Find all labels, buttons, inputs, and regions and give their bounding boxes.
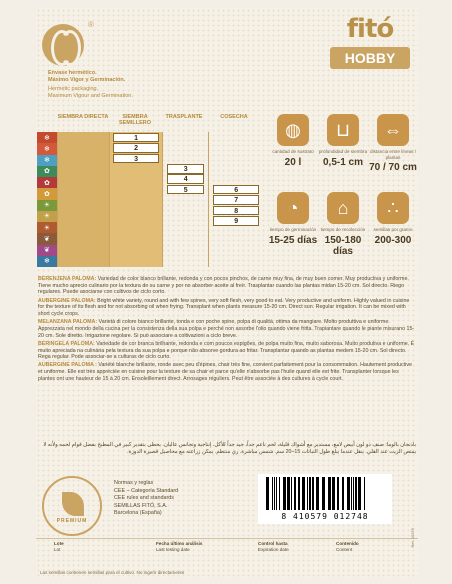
lot-field: Lote Lot: [54, 541, 64, 552]
cultivation-value: 70 / 70 cm: [369, 162, 417, 173]
calendar-cell: 1: [113, 133, 159, 143]
cultivation-value: 200-300: [374, 234, 412, 246]
packaging-text-en: Hermetic packaging. Maximum Vigour and Germination.: [48, 86, 133, 99]
cultivation-item: [368, 192, 418, 246]
seed-packet-back: [36, 8, 418, 578]
calendar-cell: [167, 206, 205, 216]
transplant-column: [162, 132, 209, 267]
leaf-icon: [62, 492, 84, 516]
cultivation-label: semillas por gramo: [373, 227, 413, 232]
last-analysis-field: Fecha último análisis Last testing date: [156, 541, 203, 552]
sowing-calendar: [37, 114, 263, 267]
substrate-bag-icon: ◍: [277, 114, 309, 146]
arabic-description: باذنجان بالوما: صنف ذو لون أبيض لامع، مستدير مع أشواك قليلة، لحم ناعم جداً، جيد جداً للأكل. إنتاجية وتجانس عاليان. يحظى بتقدير كبير في المطبخ بفضل قوام لحمه ولأنه لا يمتص الزيت عند القلي. ينقل عندما يبلغ طول النباتات 15–20 سم. شمس مباشرة. ري منتظم. يمكن زراعته مع محاصيل قصيرة الدورة.: [43, 442, 416, 455]
calendar-cell: [61, 174, 107, 184]
cultivation-label: tiempo de recolección: [320, 227, 366, 232]
calendar-cell: [61, 216, 107, 226]
cultivation-label: tiempo de germinación: [269, 227, 317, 232]
calendar-cell: [167, 237, 205, 247]
description-paragraph: BERENJENA PALOMA: Variedad de color blanco brillante, redonda y con pocos pinchos, de carne muy fina, de muy buen comer. Muy productiva y uniforme. Tiene mucho aprecio culinario por la textura de su carne y por no absorber aceite al freír. Trasplantar cuando las plantas midan 15-20 cm. Sol directo. Riego regulares. Puede asociarse con cultivos de ciclo corto.: [38, 276, 409, 296]
cultivation-value: 150-180 días: [324, 234, 362, 257]
sowing-depth-icon: ⊔: [327, 114, 359, 146]
header-transplant: TRASPLANTE: [165, 114, 203, 120]
calendar-cell: [61, 133, 107, 143]
cultivation-item: [268, 114, 318, 168]
cultivation-item: [268, 192, 318, 246]
calendar-cell: [113, 237, 159, 247]
header-seedbed: SIEMBRA SEMILLERO: [118, 114, 152, 126]
calendar-cell: [61, 143, 107, 153]
month-icon: ❄: [37, 155, 57, 166]
calendar-cell: [113, 216, 159, 226]
cultivation-label: cantidad de sustrato: [272, 149, 314, 154]
barcode-bars: [258, 474, 392, 512]
calendar-cell: [113, 195, 159, 205]
calendar-cell: 7: [213, 195, 259, 205]
calendar-cell: [61, 206, 107, 216]
calendar-cell: 2: [113, 143, 159, 153]
cultivation-item: [318, 114, 368, 168]
calendar-cell: 3: [167, 164, 205, 174]
calendar-cell: [113, 247, 159, 257]
registered-mark: ®: [88, 20, 94, 29]
brand-line: HOBBY: [330, 47, 410, 69]
calendar-cell: [113, 174, 159, 184]
brand-name: fitó: [346, 14, 394, 44]
calendar-cell: [61, 154, 107, 164]
header-harvest: COSECHA: [220, 114, 248, 120]
month-icon: ✿: [37, 177, 57, 188]
calendar-cell: 3: [113, 154, 159, 164]
month-icon: ❦: [37, 233, 57, 244]
barcode: [258, 474, 392, 524]
calendar-cell: [61, 237, 107, 247]
cultivation-item: [318, 192, 368, 257]
calendar-cell: [213, 143, 259, 153]
month-icon: ❄: [37, 143, 57, 154]
germination-clock-icon: ◔: [277, 192, 309, 224]
month-icon: ☀: [37, 211, 57, 222]
packaging-text-es: Envase hermético. Máximo Vigor y Germinación.: [48, 70, 126, 83]
cultivation-value: 15-25 días: [268, 234, 318, 246]
expiration-field: Control hasta Expiration date: [258, 541, 289, 552]
seeds-per-gram-icon: ∴: [377, 192, 409, 224]
calendar-cell: [61, 164, 107, 174]
brand-logo: [330, 13, 410, 77]
calendar-cell: 8: [213, 206, 259, 216]
calendar-cell: [213, 164, 259, 174]
calendar-grid: [37, 132, 263, 267]
cultivation-value: 20 l: [284, 156, 302, 168]
calendar-cell: [167, 154, 205, 164]
variety-descriptions: [38, 276, 416, 384]
description-paragraph: AUBERGINE PALOMA: Bright white variety, round and with few spines, very soft flesh, very good to eat. Very productive and uniform. Highly valued in cuisine for the texture of its flesh and for not absorbing oil when frying. Transplant when plants measure 15-20 cm. Direct sun. Regular irrigation. It can be mixed with short cycle crops.: [38, 297, 410, 318]
harvest-column: [208, 132, 263, 267]
cultivation-item: [368, 114, 418, 173]
reference-number: Ref. 10379: [410, 528, 415, 548]
cultivation-label: distancia entre líneas / plantas: [370, 149, 416, 160]
calendar-cell: 9: [213, 216, 259, 226]
calendar-cell: [113, 206, 159, 216]
month-icon: ✿: [37, 166, 57, 177]
warning-text: Las semillas contienen semillas para el cultivo. No ingerir directamente: [40, 570, 185, 575]
calendar-cell: [167, 133, 205, 143]
calendar-cell: [213, 133, 259, 143]
direct-sowing-column: [57, 132, 110, 267]
calendar-cell: [167, 216, 205, 226]
month-icon: ✿: [37, 188, 57, 199]
month-icon: ☀: [37, 222, 57, 233]
calendar-cell: [167, 247, 205, 257]
description-paragraph: AUBERGINE PALOMA : Variété blanche brillante, ronde avec peu d'épines, chair très fine, convient parfaitement pour la consommation. Hautement productive et uniforme. Elle est très appréciée en cuisine pour la texture de sa chair et parce qu'elle n'absorbe pas l'huile quand elle est frite. Transplanter lorsque les plantes ont une hauteur de 15 à 20 cm. Ensoleillement direct. Arrosages réguliers. Peut être associée à des cultures à cycle court.: [38, 362, 412, 382]
calendar-cell: [113, 226, 159, 236]
description-paragraph: BERINGELA PALOMA: Variedade de cor branca brilhante, redonda e com poucos espigões, de polpa muito fina, muito saborosa. Muito produtiva e uniforme. É muito apreciada na culinária pela textura da sua polpa e porque não absorve gordura ao fritar. Transplantar quando as plantas medem 15-20 cm. Sol directo. Rega regular. Pode associar-se a culturas de ciclo curto.: [38, 340, 415, 361]
cultivation-info: [268, 114, 418, 269]
barcode-number: 8 410579 012748: [281, 512, 369, 521]
calendar-header: [37, 114, 263, 132]
premium-badge: [42, 476, 102, 536]
month-icon: ☀: [37, 200, 57, 211]
calendar-cell: [61, 247, 107, 257]
calendar-cell: [61, 185, 107, 195]
calendar-cell: [167, 195, 205, 205]
calendar-cell: [61, 226, 107, 236]
month-icon: ❦: [37, 245, 57, 256]
calendar-cell: 6: [213, 185, 259, 195]
calendar-cell: [61, 195, 107, 205]
packet-header: [36, 8, 418, 99]
calendar-cell: [213, 154, 259, 164]
calendar-cell: [213, 226, 259, 236]
norms-block: Normas y reglas CEE – Categoría Standard CEE rules and standards SEMILLAS FITÓ, S.A. Barcelona (España): [114, 480, 179, 517]
content-field: Contenido Content: [336, 541, 359, 552]
calendar-cell: 4: [167, 174, 205, 184]
calendar-cell: [113, 185, 159, 195]
cultivation-label: profundidad de siembra: [318, 149, 368, 154]
calendar-cell: 5: [167, 185, 205, 195]
plant-distance-icon: ⇔: [377, 114, 409, 146]
premium-label: PREMIUM: [56, 518, 88, 524]
calendar-cell: [113, 164, 159, 174]
calendar-cell: [213, 237, 259, 247]
calendar-cell: [213, 247, 259, 257]
description-paragraph: MELANZANA PALOMA: Varietà di colore bianco brillante, tonda e con poche spine, polpa di qualità, ottima da mangiare. Molto produttiva e uniforme. Apprezzata nel mondo della cucina per la consistenza della sua polpa e perché non assorbe l'olio quando viene fritta. Trapiantare quando le piante misurano 15-20 cm. Sole diretto. Irrigazione regolare. Si può associare a coltivazioni a ciclo breve.: [38, 319, 415, 339]
calendar-cell: [167, 226, 205, 236]
lot-info-row: [36, 538, 418, 555]
recycle-icon: [42, 24, 84, 66]
month-icon: ❄: [37, 132, 57, 143]
harvest-basket-icon: ⌂: [327, 192, 359, 224]
seedbed-column: [109, 132, 162, 267]
calendar-cell: [213, 174, 259, 184]
header-direct-sowing: SIEMBRA DIRECTA: [57, 114, 109, 120]
month-icon: ❄: [37, 256, 57, 267]
cultivation-value: 0,5-1 cm: [322, 156, 364, 168]
month-icons: [37, 132, 57, 267]
calendar-cell: [167, 143, 205, 153]
